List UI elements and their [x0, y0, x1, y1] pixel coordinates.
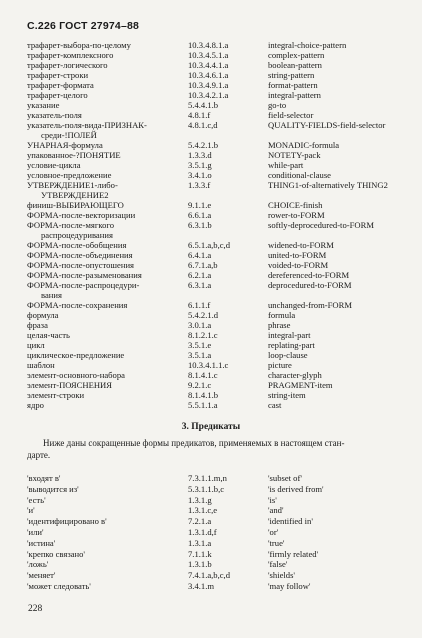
table-row [0, 240, 422, 250]
term-ru: ФОРМА-после-сохранения [27, 300, 128, 310]
term-en: integral-choice-pattern [268, 40, 347, 50]
table-row [0, 180, 422, 190]
term-ref: 10.3.4.1.1.c [188, 360, 229, 370]
term-ref: 3.4.1.o [188, 170, 212, 180]
table-row [0, 210, 422, 220]
term-ref: 1.3.1.a [188, 537, 212, 548]
term-ru: 'может следовать' [27, 580, 91, 591]
table-row [0, 120, 422, 130]
term-en: loop-clause [268, 350, 308, 360]
term-ref: 5.4.2.1.b [188, 140, 219, 150]
term-ru: 'или' [27, 526, 44, 537]
term-ru: УНАРНАЯ-формула [27, 140, 103, 150]
table-row [0, 260, 422, 270]
term-en: 'may follow' [268, 580, 311, 591]
term-en: rower-to-FORM [268, 210, 325, 220]
term-ru: вания [41, 290, 62, 300]
term-en: 'firmly related' [268, 548, 319, 559]
term-ref: 1.3.1.d,f [188, 526, 217, 537]
intro-paragraph [27, 438, 393, 461]
term-en: format-pattern [268, 80, 318, 90]
intro-line-2: дарте. [27, 449, 51, 460]
term-en: dereferenced-to-FORM [268, 270, 350, 280]
table-row [0, 495, 422, 506]
term-en: complex-pattern [268, 50, 325, 60]
term-en: 'and' [268, 505, 284, 516]
term-ru: целая-часть [27, 330, 70, 340]
term-ru: 'идентифицировано в' [27, 516, 107, 527]
term-ref: 3.5.1.a [188, 350, 212, 360]
table-row [0, 60, 422, 70]
term-ref: 8.1.2.1.c [188, 330, 218, 340]
table-row [0, 170, 422, 180]
term-ref: 4.8.1.f [188, 110, 211, 120]
table-row [0, 80, 422, 90]
term-ref: 10.3.4.9.1.a [188, 80, 229, 90]
term-ru: формула [27, 310, 59, 320]
term-en: conditional-clause [268, 170, 331, 180]
term-ref: 6.3.1.a [188, 280, 212, 290]
term-en: softly-deprocedured-to-FORM [268, 220, 374, 230]
term-ru: ФОРМА-после-обобщения [27, 240, 127, 250]
term-ref: 10.3.4.8.1.a [188, 40, 229, 50]
term-ru: условное-предложение [27, 170, 112, 180]
table-row [0, 130, 422, 140]
term-en: 'is' [268, 494, 277, 505]
table-row [0, 200, 422, 210]
term-en: string-item [268, 390, 306, 400]
table-row [0, 360, 422, 370]
term-en: 'true' [268, 537, 285, 548]
term-en: NOTETY-pack [268, 150, 321, 160]
term-ru: финиш-ВЫБИРАЮЩЕГО [27, 200, 124, 210]
term-en: character-glyph [268, 370, 322, 380]
table-row [0, 100, 422, 110]
term-ref: 5.4.4.1.b [188, 100, 219, 110]
term-en: string-pattern [268, 70, 315, 80]
page-number: 228 [28, 604, 43, 614]
table-row [0, 559, 422, 570]
term-en: 'subset of' [268, 473, 302, 483]
term-en: field-selector [268, 110, 314, 120]
table-row [0, 400, 422, 410]
table-row [0, 473, 422, 484]
term-ru: упакованное-?ПОНЯТИЕ [27, 150, 121, 160]
term-ref: 7.4.1.a,b,c,d [188, 570, 231, 581]
term-en: 'identified in' [268, 516, 313, 527]
table-row [0, 505, 422, 516]
term-ref: 7.1.1.k [188, 548, 212, 559]
term-ref: 10.3.4.5.1.a [188, 50, 229, 60]
term-ru: 'есть' [27, 494, 46, 505]
term-en: 'shields' [268, 570, 295, 581]
term-ru: трафарет-выбора-по-целому [27, 40, 131, 50]
term-ru: указатель-поля-вида-ПРИЗНАК- [27, 120, 147, 130]
predicates-table [0, 473, 422, 592]
table-row [0, 380, 422, 390]
term-ru: 'выводится из' [27, 483, 79, 494]
table-row [0, 40, 422, 50]
term-ref: 5.5.1.1.a [188, 400, 218, 410]
table-row [0, 310, 422, 320]
term-ru: ФОРМА-после-опустошения [27, 260, 135, 270]
table-row [0, 549, 422, 560]
term-ref: 7.3.1.1.m,n [188, 473, 227, 483]
table-row [0, 390, 422, 400]
table-row [0, 140, 422, 150]
term-en: cast [268, 400, 282, 410]
table-row [0, 370, 422, 380]
term-ru: условие-цикла [27, 160, 81, 170]
table-row [0, 570, 422, 581]
term-ref: 6.5.1.a,b,c,d [188, 240, 231, 250]
term-ref: 8.1.4.1.b [188, 390, 219, 400]
table-row [0, 190, 422, 200]
term-en: boolean-pattern [268, 60, 322, 70]
term-ref: 10.3.4.6.1.a [188, 70, 229, 80]
term-ru: фраза [27, 320, 48, 330]
term-en: integral-part [268, 330, 311, 340]
term-ref: 3.0.1.a [188, 320, 212, 330]
table-row [0, 70, 422, 80]
term-en: 'false' [268, 559, 288, 570]
term-en: united-to-FORM [268, 250, 327, 260]
term-ru: УТВЕРЖДЕНИЕ1-либо- [27, 180, 118, 190]
term-ref: 10.3.4.2.1.a [188, 90, 229, 100]
table-row [0, 350, 422, 360]
term-en: replating-part [268, 340, 315, 350]
term-ref: 6.4.1.a [188, 250, 212, 260]
term-ref: 3.5.1.e [188, 340, 212, 350]
term-ru: ФОРМА-после-распроцедури- [27, 280, 140, 290]
term-ref: 3.5.1.g [188, 160, 212, 170]
table-row [0, 110, 422, 120]
term-en: PRAGMENT-item [268, 380, 333, 390]
term-ref: 9.1.1.e [188, 200, 212, 210]
term-ref: 5.3.1.1.b,c [188, 483, 225, 494]
term-ru: элемент-строки [27, 390, 85, 400]
term-en: while-part [268, 160, 304, 170]
table-row [0, 516, 422, 527]
term-ref: 10.3.4.4.1.a [188, 60, 229, 70]
term-ref: 1.3.3.f [188, 180, 211, 190]
term-ref: 6.2.1.a [188, 270, 212, 280]
term-ref: 9.2.1.c [188, 380, 212, 390]
term-ru: 'ложь' [27, 559, 49, 570]
term-ru: элемент-основного-набора [27, 370, 125, 380]
term-ref: 6.3.1.b [188, 220, 212, 230]
table-row [0, 484, 422, 495]
table-row [0, 280, 422, 290]
terms-table [0, 40, 422, 410]
term-ru: цикл [27, 340, 45, 350]
term-ru: ФОРМА-после-мягкого [27, 220, 115, 230]
term-ru: 'меняет' [27, 570, 56, 581]
table-row [0, 300, 422, 310]
term-ref: 3.4.1.m [188, 580, 215, 591]
term-en: integral-pattern [268, 90, 321, 100]
table-row [0, 250, 422, 260]
term-ru: 'истина' [27, 537, 56, 548]
table-row [0, 340, 422, 350]
term-en: 'or' [268, 526, 279, 537]
table-row [0, 320, 422, 330]
term-ru: ФОРМА-после-векторизации [27, 210, 136, 220]
term-en: voided-to-FORM [268, 260, 329, 270]
table-row [0, 581, 422, 592]
term-en: formula [268, 310, 296, 320]
term-en: deprocedured-to-FORM [268, 280, 352, 290]
table-row [0, 160, 422, 170]
term-en: phrase [268, 320, 291, 330]
term-ref: 1.3.1.c,e [188, 505, 218, 516]
page-header: С.226 ГОСТ 27974–88 [27, 20, 140, 32]
term-ru: указание [27, 100, 60, 110]
table-row [0, 330, 422, 340]
term-ru: ФОРМА-после-разыменования [27, 270, 142, 280]
table-row [0, 220, 422, 230]
term-en: MONADIC-formula [268, 140, 340, 150]
term-ru: трафарет-строки [27, 70, 89, 80]
term-ru: трафарет-формата [27, 80, 94, 90]
term-ref: 1.3.1.b [188, 559, 212, 570]
term-ru: 'и' [27, 505, 35, 516]
term-ref: 8.1.4.1.c [188, 370, 218, 380]
term-ru: ядро [27, 400, 44, 410]
term-ref: 4.8.1.c,d [188, 120, 218, 130]
term-ru: распроцедуривания [41, 230, 113, 240]
term-ru: УТВЕРЖДЕНИЕ2 [41, 190, 109, 200]
term-en: go-to [268, 100, 287, 110]
term-ru: шаблон [27, 360, 55, 370]
term-ref: 1.3.1.g [188, 494, 212, 505]
term-ru: трафарет-логического [27, 60, 108, 70]
term-ru: трафарет-целого [27, 90, 88, 100]
section-title: 3. Предикаты [181, 422, 241, 432]
table-row [0, 230, 422, 240]
term-ru: 'входят в' [27, 473, 61, 483]
term-ru: циклическое-предложение [27, 350, 125, 360]
term-ref: 5.4.2.1.d [188, 310, 219, 320]
term-ref: 1.3.3.d [188, 150, 212, 160]
table-row [0, 50, 422, 60]
table-row [0, 270, 422, 280]
term-ru: элемент-ПОЯСНЕНИЯ [27, 380, 112, 390]
table-row [0, 90, 422, 100]
table-row [0, 527, 422, 538]
term-en: unchanged-from-FORM [268, 300, 353, 310]
intro-line-1: Ниже даны сокращенные формы предикатов, применяемых в настоящем стан- [43, 438, 345, 448]
term-en: picture [268, 360, 292, 370]
term-ru: среди-!ПОЛЕЙ [41, 130, 97, 140]
term-ru: 'крепко связано' [27, 548, 85, 559]
term-ref: 6.1.1.f [188, 300, 211, 310]
term-ref: 6.6.1.a [188, 210, 212, 220]
table-row [0, 290, 422, 300]
term-ru: указатель-поля [27, 110, 82, 120]
term-en: widened-to-FORM [268, 240, 334, 250]
term-en: 'is derived from' [268, 483, 324, 494]
table-row [0, 150, 422, 160]
term-ru: ФОРМА-после-объединения [27, 250, 133, 260]
term-en: QUALITY-FIELDS-field-selector [268, 120, 386, 130]
table-row [0, 538, 422, 549]
term-en: THING1-of-alternatively THING2 [268, 180, 388, 190]
term-en: CHOICE-finish [268, 200, 323, 210]
term-ru: трафарет-комплексного [27, 50, 114, 60]
term-ref: 6.7.1.a,b [188, 260, 218, 270]
term-ref: 7.2.1.a [188, 516, 212, 527]
